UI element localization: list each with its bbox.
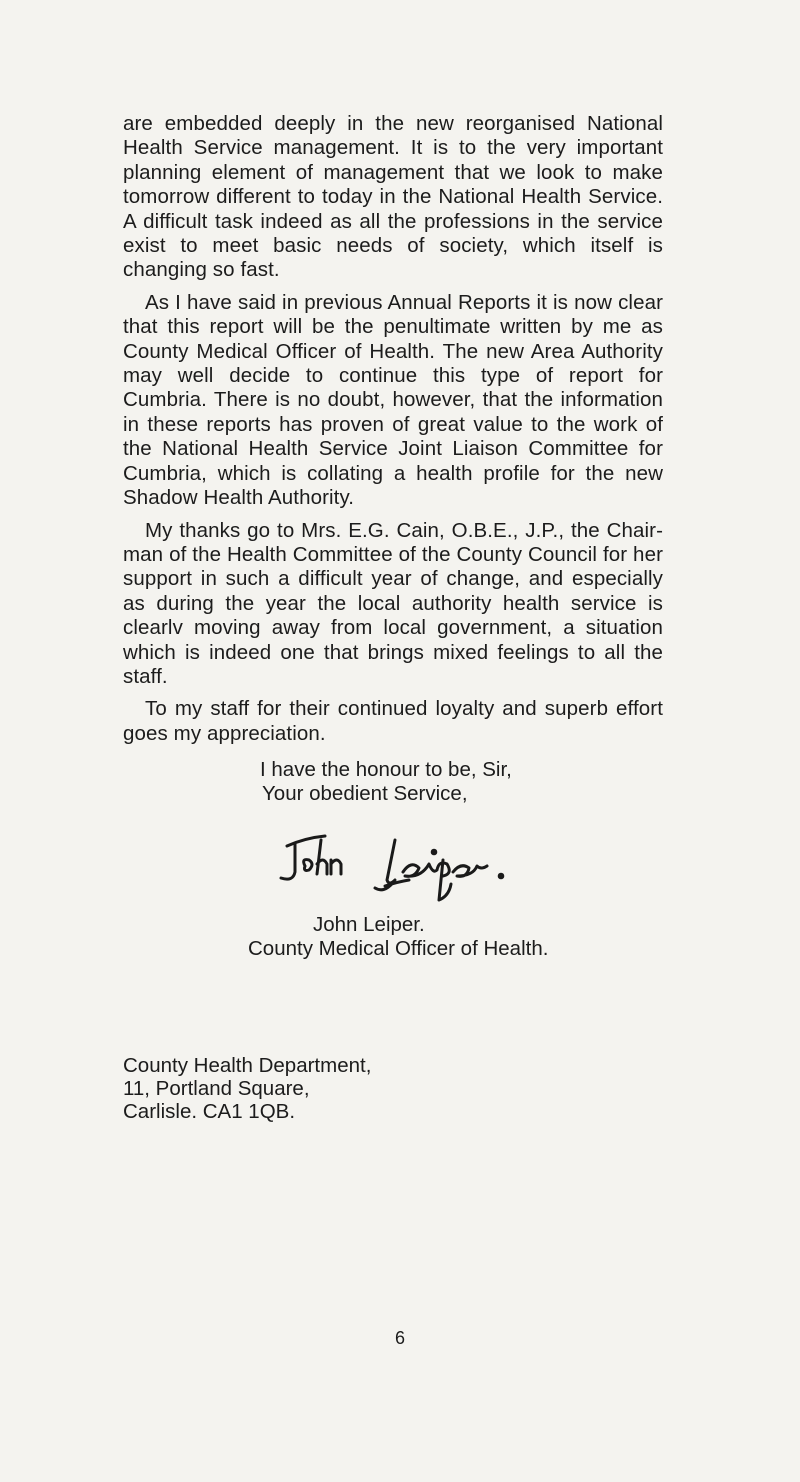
sender-address bbox=[123, 1054, 371, 1123]
closing-line-2: Your obedient Service, bbox=[262, 782, 468, 806]
letter-body bbox=[123, 112, 663, 806]
paragraph-3: My thanks go to Mrs. E.G. Cain, O.B.E., J.P., the Chair-man of the Health Committee of the County Council for her support in such a difficult year of change, and especially as during the year the local authority health service is clearlv moving away from local government, a situation which is indeed one that brings mixed feelings to all the staff. bbox=[123, 518, 663, 688]
handwritten-signature bbox=[225, 830, 665, 910]
signatory-title: County Medical Officer of Health. bbox=[248, 937, 549, 960]
address-line-3: Carlisle. CA1 1QB. bbox=[123, 1100, 296, 1123]
address-line-1: County Health Department, bbox=[123, 1054, 372, 1077]
page-number: 6 bbox=[394, 1328, 405, 1348]
address-line-2: 11, Portland Square, bbox=[123, 1077, 310, 1100]
paragraph-2: As I have said in previous Annual Reports it is now clear that this report will be the penultimate written by me as County Medical Officer of Health. The new Area Authority may well decide to continue this type of report for Cumbria. There is no doubt, however, that the information in these reports has proven of great value to the work of the National Health Service Joint Liaison Committee for Cumbria, which is collating a health profile for the new Shadow Health Authority. bbox=[123, 290, 663, 510]
closing-salutation bbox=[260, 758, 663, 806]
paragraph-1: are embedded deeply in the new reorganised National Health Service management. It is to the very important planning element of management that we look to make tomorrow different to today in the National Health Service. A difficult task indeed as all the professions in the service exist to meet basic needs of society, which itself is changing so fast. bbox=[123, 112, 663, 282]
signatory-name: John Leiper. bbox=[313, 913, 425, 936]
closing-line-1: I have the honour to be, Sir, bbox=[260, 758, 512, 782]
paragraph-4: To my staff for their continued loyalty and superb effort goes my appreciation. bbox=[123, 697, 663, 745]
